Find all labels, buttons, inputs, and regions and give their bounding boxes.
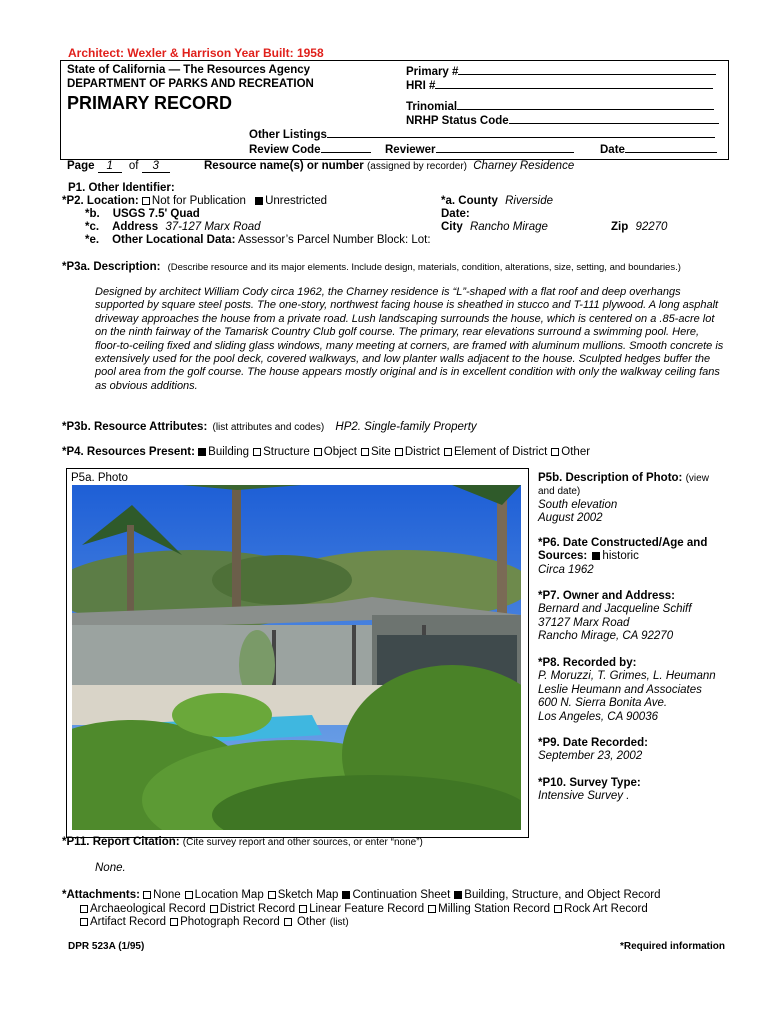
resource-present-district-checkbox[interactable] bbox=[395, 448, 403, 456]
attachment-location-map-checkbox[interactable] bbox=[185, 891, 193, 899]
p11-report-citation: *P11. Report Citation: (Cite survey report and other sources, or enter “none”) bbox=[62, 836, 423, 848]
resource-present-label: Object bbox=[323, 446, 357, 458]
resource-present-element-of-district[interactable] bbox=[444, 446, 547, 458]
resource-present-structure-checkbox[interactable] bbox=[253, 448, 261, 456]
primary-number-field[interactable]: Primary # bbox=[406, 64, 716, 78]
resource-present-site-checkbox[interactable] bbox=[361, 448, 369, 456]
attachment-district-record-checkbox[interactable] bbox=[210, 905, 218, 913]
attachment-artifact-record[interactable] bbox=[80, 916, 166, 928]
trinomial-field[interactable]: Trinomial bbox=[406, 99, 714, 113]
hri-number-field[interactable]: HRI # bbox=[406, 78, 713, 92]
attachment-continuation-sheet-checkbox[interactable] bbox=[342, 891, 350, 899]
p10-survey-type: *P10. Survey Type: Intensive Survey . bbox=[538, 777, 641, 803]
resource-present-label: Structure bbox=[263, 446, 310, 458]
p9-date-recorded: *P9. Date Recorded: September 23, 2002 bbox=[538, 737, 648, 763]
attachment-label: Other bbox=[293, 916, 326, 928]
required-information-note: *Required information bbox=[619, 941, 725, 952]
attachment-label: Photograph Record bbox=[180, 916, 280, 928]
attachment-label: Location Map bbox=[194, 889, 264, 901]
attachment-milling-station-record-checkbox[interactable] bbox=[428, 905, 436, 913]
attachment-label: Sketch Map bbox=[277, 889, 339, 901]
attachment-archaeological-record[interactable] bbox=[80, 903, 206, 915]
p3b-resource-attributes: *P3b. Resource Attributes: (list attributes and codes) HP2. Single-family Property bbox=[62, 421, 477, 433]
attachment-label: Artifact Record bbox=[90, 916, 167, 928]
attachment-none[interactable] bbox=[143, 889, 181, 901]
historic-checkbox[interactable] bbox=[592, 552, 600, 560]
resource-present-label: Site bbox=[371, 446, 391, 458]
attachment-label: Archaeological Record bbox=[90, 903, 206, 915]
review-date-field[interactable]: Date bbox=[600, 142, 717, 156]
attachment-archaeological-record-checkbox[interactable] bbox=[80, 905, 88, 913]
resource-present-label: Other bbox=[561, 446, 591, 458]
resource-present-building-checkbox[interactable] bbox=[198, 448, 206, 456]
attachments-row-1: *Attachments: None Location Map Sketch Map Continuation Sheet Building, Structure, and Object Record bbox=[62, 889, 661, 901]
city: City Rancho Mirage bbox=[441, 221, 548, 233]
usgs-quad: *b. USGS 7.5' Quad bbox=[85, 208, 200, 220]
other-locational-data: *e. Other Locational Data: Assessor’s Parcel Number Block: Lot: bbox=[85, 234, 431, 246]
attachment-sketch-map-checkbox[interactable] bbox=[268, 891, 276, 899]
attachment-none-checkbox[interactable] bbox=[143, 891, 151, 899]
department-name: DEPARTMENT OF PARKS AND RECREATION bbox=[67, 78, 314, 90]
p8-recorded-by: *P8. Recorded by: P. Moruzzi, T. Grimes, L. Heumann Leslie Heumann and Associates 600 N. Sierra Bonita Ave. Los Angeles, CA 90036 bbox=[538, 657, 716, 723]
resource-name: Resource name(s) or number (assigned by recorder) Charney Residence bbox=[204, 160, 575, 172]
resource-present-label: District bbox=[404, 446, 440, 458]
resource-present-element-of-district-checkbox[interactable] bbox=[444, 448, 452, 456]
p4-resources-present: *P4. Resources Present: Building Structure Object Site District Element of District Other bbox=[62, 446, 591, 458]
attachment-location-map[interactable] bbox=[185, 889, 264, 901]
attachment-label: None bbox=[153, 889, 181, 901]
resource-present-building[interactable] bbox=[198, 446, 249, 458]
reviewer-field[interactable]: Reviewer bbox=[385, 142, 574, 156]
resource-present-other-checkbox[interactable] bbox=[551, 448, 559, 456]
attachment-photograph-record-checkbox[interactable] bbox=[170, 918, 178, 926]
house-photo bbox=[72, 485, 521, 830]
unrestricted-checkbox[interactable] bbox=[255, 197, 263, 205]
review-code-field[interactable]: Review Code bbox=[249, 142, 371, 156]
attachment-building-structure-and-object-record[interactable] bbox=[454, 889, 660, 901]
p3a-description-text: Designed by architect William Cody circa 1962, the Charney residence is “L”-shaped with a flat roof and deep overhangs supported by square steel posts. The one-story, northwest facing house is sheathed in stucco and T-111 plywood. A long asphalt driveway approaches the house from a private road. Lush landscaping surrounds the house, which is centered on a .85-acre lot on the ninth fairway of the Tamarisk Country Club golf course. The primary, rear elevations surround a swimming pool. Here, floor-to-ceiling fixed and sliding glass windows, many meeting at corners, are framed with aluminum mullions. Smooth concrete is extensively used for the pool deck, covered walkways, and low planter walls adjacent to the house. Sculpted hedges buffer the pool area from the golf course. The house appears mostly original and is in excellent condition with only the walkway ceiling fans as obvious additions. bbox=[95, 286, 724, 392]
resource-present-district[interactable] bbox=[395, 446, 440, 458]
attachment-rock-art-record[interactable] bbox=[554, 903, 648, 915]
attachment-linear-feature-record-checkbox[interactable] bbox=[299, 905, 307, 913]
attachment-other[interactable] bbox=[284, 916, 326, 928]
resource-present-structure[interactable] bbox=[253, 446, 310, 458]
resource-present-label: Building bbox=[208, 446, 250, 458]
attachment-district-record[interactable] bbox=[210, 903, 295, 915]
attachments-row-3: Artifact Record Photograph Record Other (list) bbox=[80, 916, 349, 928]
other-listings-field[interactable]: Other Listings bbox=[249, 127, 715, 141]
p3a-description-heading: *P3a. Description: (Describe resource and its major elements. Include design, materials, condition, alterations, size, setting, and boundaries.) bbox=[62, 261, 681, 273]
agency-name: State of California — The Resources Agency bbox=[67, 64, 311, 76]
resource-present-object[interactable] bbox=[314, 446, 357, 458]
p7-owner-address: *P7. Owner and Address: Bernard and Jacqueline Schiff 37127 Marx Road Rancho Mirage, CA 92270 bbox=[538, 590, 692, 643]
zip: Zip 92270 bbox=[611, 221, 668, 233]
attachments-row-2 bbox=[80, 903, 652, 915]
resource-present-other[interactable] bbox=[551, 446, 590, 458]
attachment-label: Milling Station Record bbox=[438, 903, 551, 915]
county: *a. County Riverside bbox=[441, 195, 554, 207]
resource-present-object-checkbox[interactable] bbox=[314, 448, 322, 456]
form-id: DPR 523A (1/95) bbox=[68, 941, 145, 952]
resource-present-site[interactable] bbox=[361, 446, 391, 458]
attachment-sketch-map[interactable] bbox=[268, 889, 339, 901]
p1-other-identifier: P1. Other Identifier: bbox=[68, 182, 175, 194]
not-for-publication-checkbox[interactable] bbox=[142, 197, 150, 205]
page-title: PRIMARY RECORD bbox=[67, 93, 233, 113]
attachment-artifact-record-checkbox[interactable] bbox=[80, 918, 88, 926]
attachment-label: Rock Art Record bbox=[564, 903, 648, 915]
attachment-milling-station-record[interactable] bbox=[428, 903, 550, 915]
attachment-photograph-record[interactable] bbox=[170, 916, 280, 928]
p2-location: *P2. Location: Not for Publication Unrestricted bbox=[62, 195, 328, 207]
address: *c. Address 37-127 Marx Road bbox=[85, 221, 261, 233]
attachment-building-structure-and-object-record-checkbox[interactable] bbox=[454, 891, 462, 899]
resource-present-label: Element of District bbox=[453, 446, 548, 458]
architect-year-built: Architect: Wexler & Harrison Year Built: 1958 bbox=[68, 46, 324, 60]
attachment-label: Linear Feature Record bbox=[309, 903, 425, 915]
attachment-label: District Record bbox=[219, 903, 296, 915]
p6-date-constructed: *P6. Date Constructed/Age and Sources: historic Circa 1962 bbox=[538, 537, 708, 576]
p11-value: None. bbox=[95, 862, 126, 874]
nrhp-status-code-field[interactable]: NRHP Status Code bbox=[406, 113, 719, 127]
attachment-rock-art-record-checkbox[interactable] bbox=[554, 905, 562, 913]
attachment-continuation-sheet[interactable] bbox=[342, 889, 450, 901]
p5b-photo-description: P5b. Description of Photo: (view and date) South elevation August 2002 bbox=[538, 472, 709, 525]
attachment-other-checkbox[interactable] bbox=[284, 918, 292, 926]
page-counter: Page 1 of 3 bbox=[67, 160, 170, 173]
quad-date: Date: bbox=[441, 208, 470, 220]
photo-label: P5a. Photo bbox=[71, 472, 128, 484]
attachment-label: Building, Structure, and Object Record bbox=[464, 889, 661, 901]
attachment-linear-feature-record[interactable] bbox=[299, 903, 424, 915]
attachment-label: Continuation Sheet bbox=[352, 889, 451, 901]
